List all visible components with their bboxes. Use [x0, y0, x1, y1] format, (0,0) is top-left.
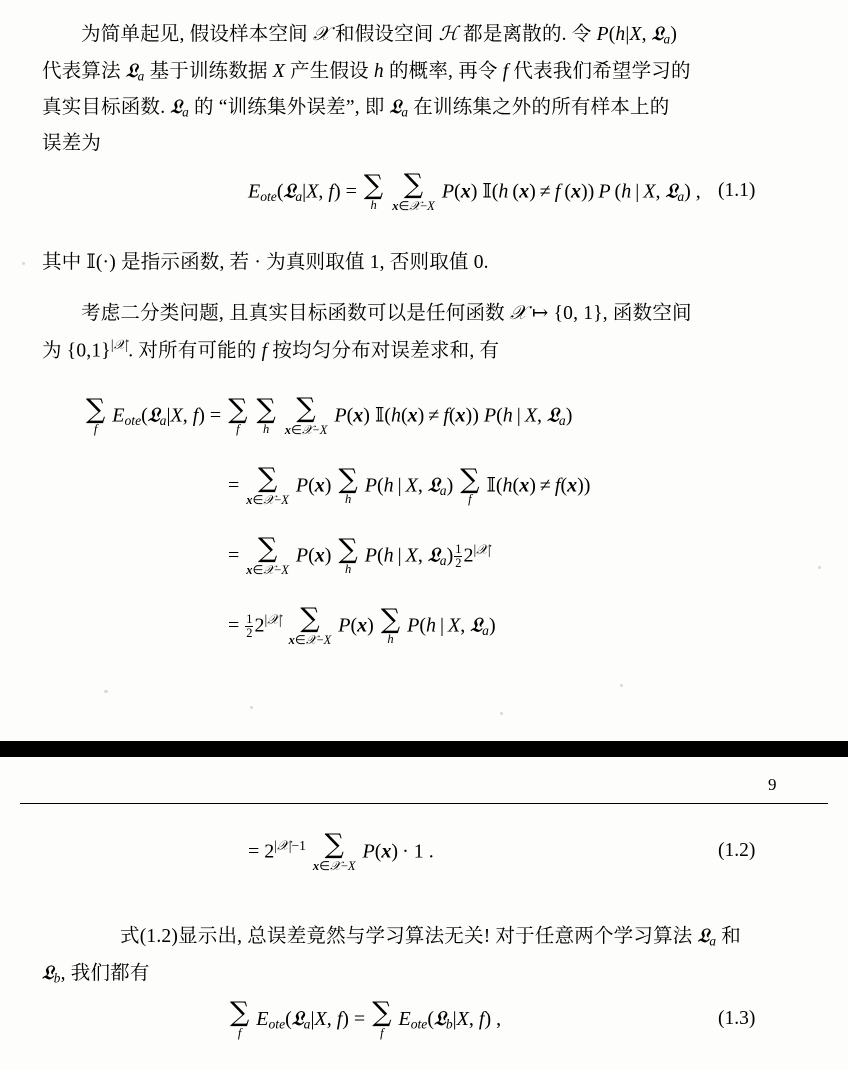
- symbol-cal-X-p3: 𝒳: [509, 301, 527, 324]
- sum-over-f-5: ∑ f: [372, 997, 392, 1040]
- equation-number-1-1: (1.1): [718, 180, 756, 201]
- equation-number-1-3: (1.3): [718, 1008, 756, 1029]
- sum-over-x-in-X-minus-X: ∑ x∈𝒳−X: [392, 169, 435, 213]
- sum-over-f-2: ∑ f: [228, 393, 248, 437]
- sum-over-h-4: ∑ h: [338, 533, 358, 577]
- p3-text-d: . 对所有可能的: [128, 340, 262, 362]
- symbol-frak-L-eq11: 𝔏: [283, 178, 296, 203]
- paragraph-1: 为简单起见, 假设样本空间 𝒳 和假设空间 ℋ 都是离散的. 令 P(h|X, 𝔏$_a$) 代表算法 𝔏$_a$ 基于训练数据 X 产生假设 h 的概率, 再令 f 代表我们希望学习的 真实目标函数. 𝔏$_a$ 的 “训练集外误差”, 即 𝔏$_a$ 在训练集之外的所有样本上的 误差为: [42, 22, 691, 155]
- equation-number-1-2: (1.2): [718, 840, 756, 861]
- sum-over-f-4: ∑ f: [230, 997, 250, 1040]
- symbol-frak-L-2: 𝔏: [125, 58, 138, 82]
- equation-derivation-line-4: = $\frac{1}{2}$ $2^{|𝒳|}$ ∑ x∈𝒳−X P(x) ∑ h P(h | X, 𝔏$_a$): [228, 603, 496, 647]
- p1-text-b: 和假设空间: [329, 24, 439, 45]
- sum-over-x-5: ∑ x∈𝒳−X: [288, 603, 332, 647]
- page-number: 9: [768, 775, 777, 794]
- sum-over-h: ∑ h: [363, 169, 384, 213]
- sum-over-x-4: ∑ x∈𝒳−X: [246, 533, 289, 577]
- symbol-frak-L-eq13b: 𝔏: [433, 1005, 446, 1030]
- symbol-frak-L-eq13a: 𝔏: [291, 1005, 304, 1030]
- equation-1-2: = $2^{|𝒳|-1}$ ∑ x∈𝒳−X P(x) · 1 .: [248, 829, 434, 873]
- symbol-frak-L-d2: 𝔏: [427, 472, 440, 497]
- p4-text-b: 和: [716, 926, 741, 947]
- symbol-frak-L-p4b: 𝔏: [42, 960, 54, 984]
- p3-text-b: ↦ {0, 1}, 函数空间: [526, 303, 692, 324]
- sum-over-h-5: ∑ h: [380, 603, 401, 647]
- symbol-frak-L-d1: 𝔏: [147, 402, 160, 427]
- p3-text-c: 为 {0,1}: [42, 340, 111, 362]
- equation-derivation-line-1: ∑ f $E_{ote}(𝔏_a|X$, f) = ∑ f ∑ h ∑ x∈𝒳−X P(x) 𝕀(h(x) ≠ f(x)) P(h | X, 𝔏$_a$): [86, 393, 573, 437]
- symbol-frak-L-p4a: 𝔏: [697, 924, 710, 947]
- equation-1-3: ∑ f $E_{ote}(𝔏_a|X$, f) = ∑ f $E_{ote}(𝔏_b|X$, f) ,: [230, 997, 502, 1040]
- p1-text-d: 代表算法: [42, 60, 126, 82]
- p3-text-a: 考虑二分类问题, 且真实目标函数可以是任何函数: [81, 303, 510, 324]
- symbol-cal-X: 𝒳: [312, 22, 330, 45]
- p4-text-c: , 我们都有: [60, 962, 150, 984]
- p1-text-a: 为简单起见, 假设样本空间: [81, 24, 313, 45]
- indicator-symbol-d2: 𝕀: [486, 472, 496, 497]
- scan-speck: [250, 706, 253, 709]
- sum-over-h-2: ∑ h: [256, 393, 276, 437]
- scan-speck: [620, 684, 623, 687]
- p1-text-g: 的概率, 再令: [383, 60, 503, 82]
- equation-derivation-line-2: = ∑ x∈𝒳−X P(x) ∑ h P(h | X, 𝔏$_a$) ∑ f 𝕀(h(x) ≠ f(x)): [228, 463, 591, 507]
- dot-one-text: · 1 .: [402, 840, 434, 863]
- scan-speck: [22, 262, 25, 265]
- p1-text-h: 代表我们希望学习的: [508, 60, 691, 82]
- p1-text-l: 误差为: [42, 133, 102, 155]
- p3-text-e: 按均匀分布对误差求和, 有: [267, 340, 500, 362]
- p1-text-j: 的 “训练集外误差”, 即: [188, 97, 390, 119]
- paragraph-2: [42, 246, 806, 278]
- scan-speck: [818, 566, 821, 569]
- symbol-frak-L-3: 𝔏: [170, 95, 183, 119]
- sum-over-x-3: ∑ x∈𝒳−X: [246, 463, 289, 507]
- p1-text-e: 基于训练数据: [144, 60, 273, 82]
- symbol-frak-L-d3: 𝔏: [427, 542, 440, 567]
- p2-text-b: (·) 是指示函数, 若 · 为真则取值 1, 否则取值 0.: [95, 252, 489, 273]
- p1-text-k: 在训练集之外的所有样本上的: [408, 97, 670, 119]
- fraction-one-half-1: $\frac{1}{2}$: [455, 542, 462, 571]
- sum-over-x-2: ∑ x∈𝒳−X: [284, 393, 328, 437]
- p1-text-c: 都是离散的. 令: [458, 24, 597, 45]
- symbol-frak-L-d4: 𝔏: [470, 612, 483, 637]
- symbol-frak-L-eq11b: 𝔏: [665, 178, 678, 203]
- scan-speck: [104, 690, 108, 693]
- p1-text-i: 真实目标函数.: [42, 97, 171, 119]
- sum-over-x-6: ∑ x∈𝒳−X: [312, 829, 356, 873]
- equation-derivation-line-3: = ∑ x∈𝒳−X P(x) ∑ h P(h | X, 𝔏$_a$) $\frac{1}{2}$ $2^{|𝒳|}$: [228, 533, 491, 577]
- page-break-bar: [0, 741, 848, 757]
- sum-over-f-1: ∑ f: [86, 393, 106, 437]
- symbol-frak-L-1: 𝔏: [651, 22, 664, 45]
- p1-text-f: 产生假设: [284, 60, 374, 82]
- indicator-symbol-inline: 𝕀: [86, 250, 96, 273]
- symbol-frak-L-4: 𝔏: [389, 95, 402, 119]
- scan-speck: [500, 712, 503, 715]
- symbol-cal-H: ℋ: [438, 22, 459, 45]
- paragraph-4: 式(1.2)显示出, 总误差竟然与学习算法无关! 对于任意两个学习算法 𝔏$_a$ 和 𝔏$_b$, 我们都有: [42, 924, 741, 986]
- symbol-frak-L-d1b: 𝔏: [547, 402, 559, 427]
- fraction-one-half-2: $\frac{1}{2}$: [246, 612, 253, 641]
- header-rule: [20, 803, 828, 804]
- paragraph-3: 考虑二分类问题, 且真实目标函数可以是任何函数 𝒳 ↦ {0, 1}, 函数空间 为 $\{0,1\}^{|𝒳|}$. 对所有可能的 f 按均匀分布对误差求和, 有: [42, 301, 692, 362]
- p2-text-a: 其中: [42, 252, 87, 273]
- indicator-symbol: 𝕀: [482, 178, 492, 203]
- sum-over-f-3: ∑ f: [460, 463, 480, 507]
- sum-over-h-3: ∑ h: [338, 463, 358, 507]
- p4-text-a: 式(1.2)显示出, 总误差竟然与学习算法无关! 对于任意两个学习算法: [120, 926, 698, 947]
- equation-1-1: $E_{ote}(𝔏_a|X$, f) = ∑ h ∑ x∈𝒳−X P(x) 𝕀(h (x) ≠ f (x)) P (h | X, 𝔏$_a$) ,: [248, 169, 701, 213]
- indicator-symbol-d1: 𝕀: [374, 402, 385, 427]
